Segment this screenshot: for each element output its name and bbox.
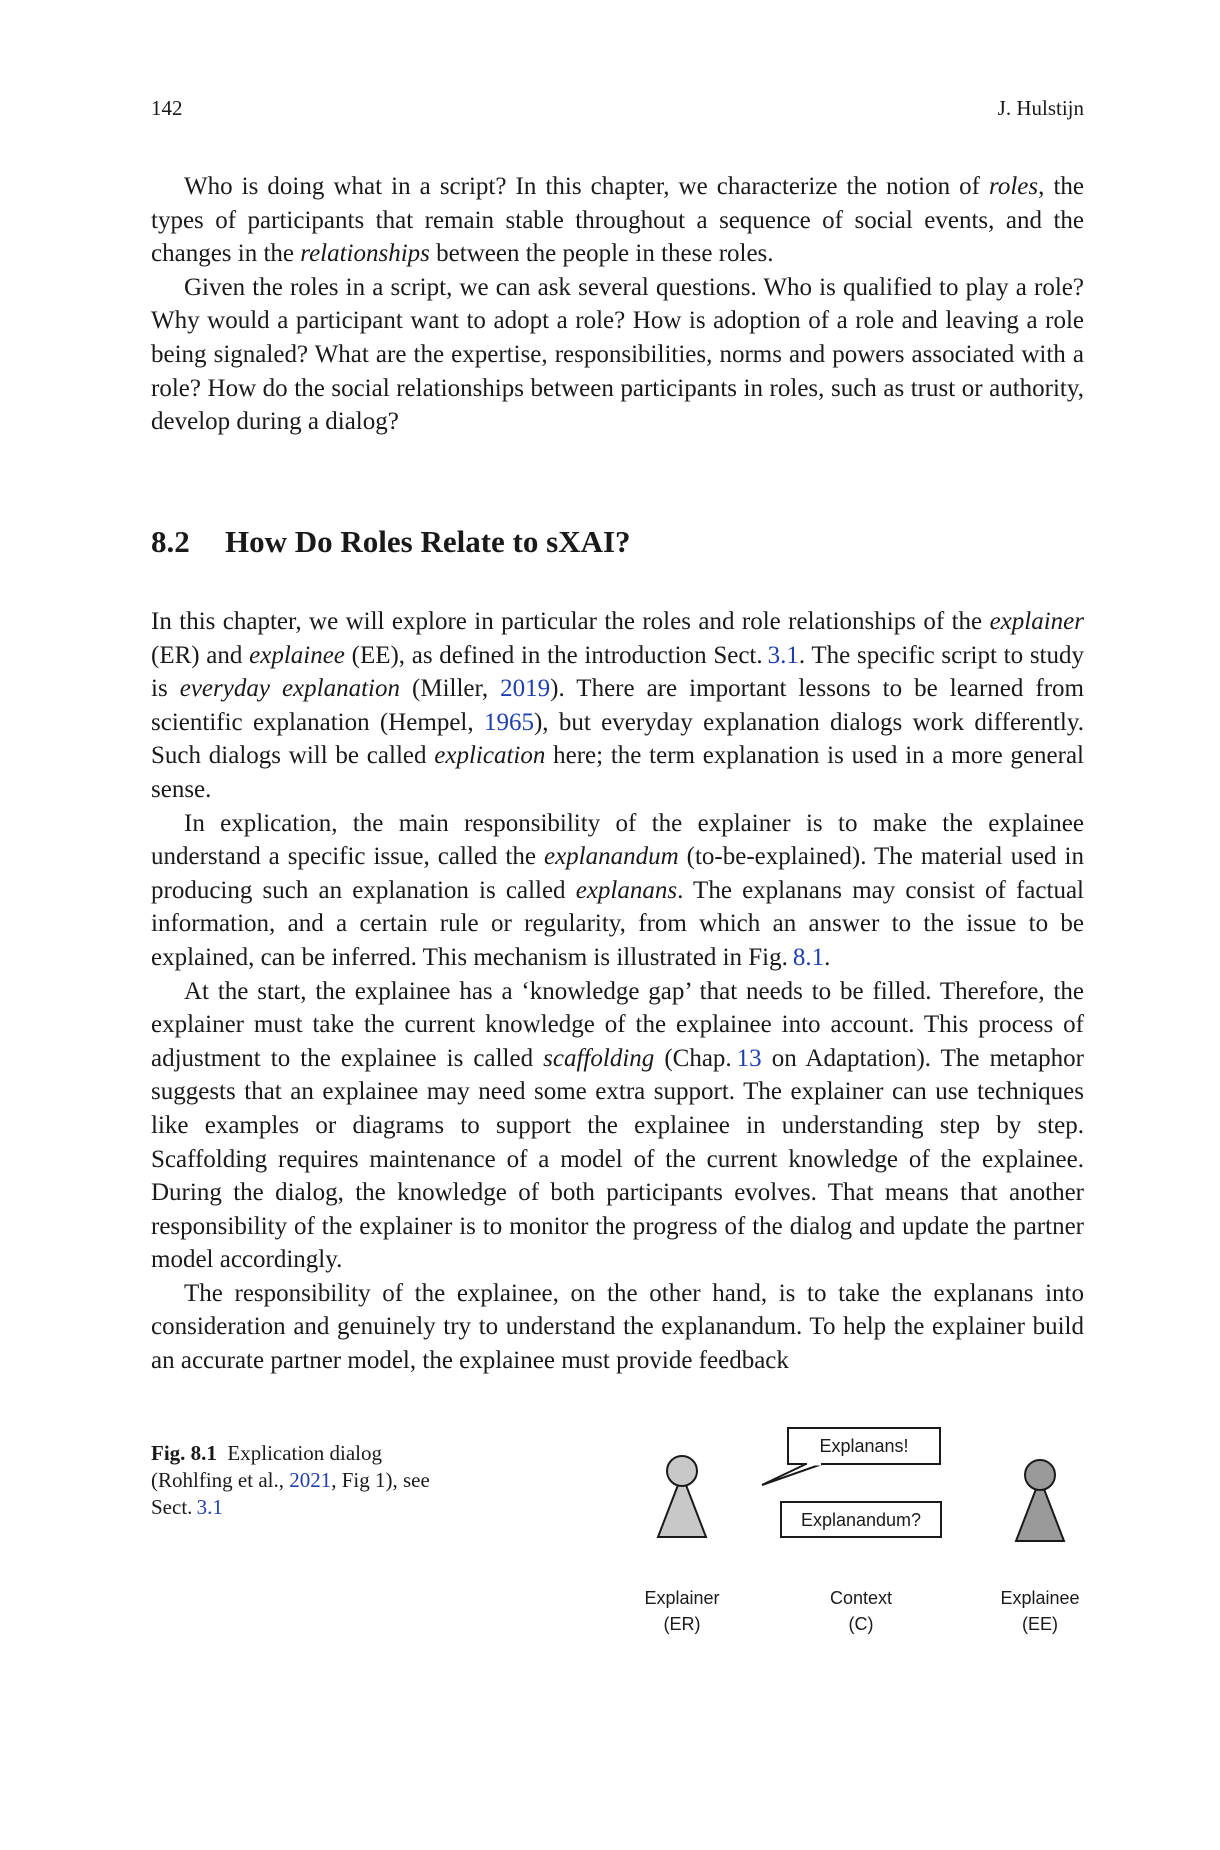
explainee-pawn-body	[1016, 1489, 1064, 1541]
explainee-name: Explainee	[1000, 1588, 1080, 1608]
text-run: In this chapter, we will explore in particular the roles and role relationships of the	[151, 608, 990, 635]
context-label	[799, 1585, 923, 1637]
explainee-pawn-head	[1025, 1460, 1055, 1490]
running-author: J. Hulstijn	[997, 96, 1084, 120]
emphasis-scaffolding: scaffolding	[543, 1044, 655, 1072]
text-run: . The explanans may consist of factual information, and a certain rule or regularity, from which an answer to the issue to be explained, can be inferred. This mechanism is illustrated in Fig.	[151, 876, 1084, 971]
explanandum-label: Explanandum?	[800, 1510, 922, 1530]
text-run: (EE), as defined in the introduction Sect.	[344, 641, 768, 669]
explainer-label	[620, 1585, 744, 1637]
text-run: on Adaptation). The metaphor suggests that an explainee may need some extra support. The explainer can use techniques like examples or diagrams to support the explainee in understanding step by step. Scaffolding requires maintenance of a model of the current knowledge of the explainee. During the dialog, the knowledge of both participants evolves. That means that another responsibility of the explainer is to monitor the progress of the dialog and update the partner model accordingly.	[151, 1044, 1084, 1274]
emphasis-relationships: relationships	[300, 240, 430, 268]
context-abbr: (C)	[848, 1614, 874, 1634]
explainer-pawn-head	[667, 1456, 697, 1486]
section-paragraph-3	[151, 975, 1084, 1277]
explainee-label	[978, 1585, 1102, 1637]
fig-8-1-link[interactable]: 8.1	[792, 943, 825, 971]
caption-sect-3-1-link[interactable]: 3.1	[196, 1495, 223, 1519]
miller-2019-citation-link[interactable]: 2019	[500, 675, 551, 703]
section-heading	[151, 524, 631, 560]
text-run: between the people in these roles.	[429, 240, 774, 268]
section-text	[151, 605, 1084, 1378]
text-run: Who is doing what in a script? In this chapter, we characterize the notion of	[184, 173, 990, 200]
rohlfing-2021-citation-link[interactable]: 2021	[289, 1468, 332, 1492]
emphasis-roles: roles	[989, 173, 1039, 200]
intro-paragraph-2: Given the roles in a script, we can ask several questions. Who is qualified to play a role? Why would a participant want to adopt a role? How is adoption of a role and leaving a role being signaled? What are the expertise, responsibilities, norms and powers associated with a role? How do the social relationships between participants in roles, such as trust or authority, develop during a dialog?	[151, 273, 1084, 436]
text-run: ), but everyday explanation dialogs work differently. Such dialogs will be called	[151, 708, 1084, 770]
text-run: here; the term explanation is used in a more general sense.	[151, 742, 1084, 803]
text-run: . The specific script to study is	[151, 641, 1084, 703]
emphasis-explanans: explanans	[575, 876, 678, 904]
chap-13-link[interactable]: 13	[736, 1044, 762, 1072]
section-paragraph-4: The responsibility of the explainee, on the other hand, is to take the explanans into consideration and genuinely try to understand the explanandum. To help the explainer build an accurate partner model, the explainee must provide feedback	[151, 1279, 1084, 1375]
section-title: How Do Roles Relate to sXAI?	[225, 524, 631, 559]
explainer-abbr: (ER)	[663, 1614, 701, 1634]
context-name: Context	[829, 1588, 893, 1608]
text-run: At the start, the explainee has a ‘knowledge gap’ that needs to be filled. Therefore, the explainer must take the current knowledge of the explainee into account. This process of adjustment to the explainee is called	[151, 977, 1084, 1072]
section-number: 8.2	[151, 524, 190, 559]
hempel-1965-citation-link[interactable]: 1965	[483, 708, 534, 736]
emphasis-explainer: explainer	[989, 608, 1084, 635]
text-run: , the types of participants that remain stable throughout a sequence of social events, and the changes in the	[151, 173, 1084, 268]
section-paragraph-2	[151, 807, 1084, 975]
explanans-label: Explanans!	[819, 1436, 909, 1456]
intro-paragraph-1	[151, 170, 1084, 271]
text-run: .	[824, 943, 831, 971]
explainer-name: Explainer	[644, 1588, 720, 1608]
figure-caption	[151, 1440, 451, 1521]
figure-label: Fig. 8.1	[151, 1441, 217, 1465]
sect-3-1-link[interactable]: 3.1	[767, 641, 799, 669]
text-run: (to-be-explained). The material used in producing such an explanation is called	[151, 843, 1084, 904]
emphasis-explanandum: explanandum	[543, 843, 679, 871]
text-run: Explication dialog (Rohlfing et al.,	[151, 1441, 382, 1492]
text-run: (Miller,	[400, 675, 501, 703]
emphasis-everyday-explanation: everyday explanation	[179, 675, 400, 703]
speech-bubble-tail	[762, 1464, 822, 1485]
emphasis-explainee: explainee	[249, 641, 345, 669]
text-run: In explication, the main responsibility of the explainer is to make the explainee understand a specific issue, called the	[151, 809, 1084, 871]
text-run: ). There are important lessons to be learned from scientific explanation (Hempel,	[151, 675, 1084, 736]
text-run: , Fig 1), see Sect.	[151, 1468, 430, 1519]
section-paragraph-1	[151, 605, 1084, 807]
intro-text	[151, 170, 1084, 439]
text-run: (Chap.	[654, 1044, 737, 1072]
explainee-abbr: (EE)	[1022, 1614, 1058, 1634]
text-run: (ER) and	[151, 641, 250, 669]
explication-dialog-figure	[620, 1425, 1090, 1655]
explainer-pawn-body	[658, 1485, 706, 1537]
page-number: 142	[151, 96, 183, 120]
emphasis-explication: explication	[434, 742, 546, 770]
